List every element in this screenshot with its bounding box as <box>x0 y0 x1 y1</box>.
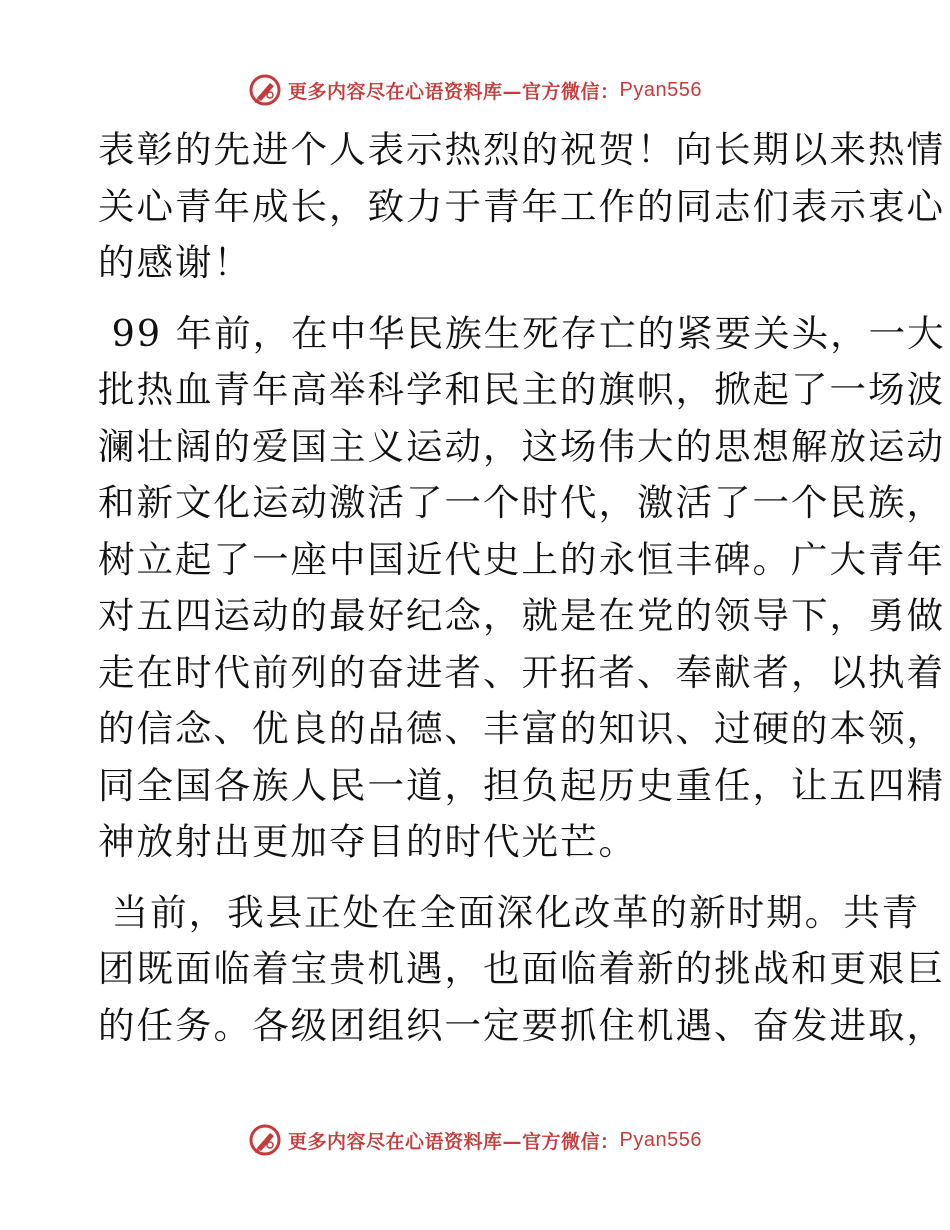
text-line: 和新文化运动激活了一个时代，激活了一个民族， <box>98 481 945 524</box>
header-banner <box>0 70 950 110</box>
text-line: 团既面临着宝贵机遇，也面临着新的挑战和更艰巨 <box>98 947 945 990</box>
text-line: 关心青年成长，致力于青年工作的同志们表示衷心 <box>98 184 945 228</box>
text-line: 走在时代前列的奋进者、开拓者、奉献者，以执着 <box>98 650 945 694</box>
wechat-id: Pyan556 <box>619 78 702 101</box>
text-line: 树立起了一座中国近代史上的永恒丰碑。广大青年 <box>98 537 945 581</box>
text-line: 表彰的先进个人表示热烈的祝贺！向长期以来热情 <box>98 128 945 171</box>
text-line: 的感谢！ <box>98 241 252 284</box>
text-line: 澜壮阔的爱国主义运动，这场伟大的思想解放运动 <box>98 424 945 468</box>
banner-text: 更多内容尽在心语资料库—官方微信： <box>288 80 620 103</box>
text-line: 批热血青年高举科学和民主的旗帜，掀起了一场波 <box>98 368 945 411</box>
text-line: 当前，我县正处在全面深化改革的新时期。共青 <box>98 890 921 934</box>
text-line: 同全国各族人民一道，担负起历史重任，让五四精 <box>98 763 945 807</box>
pen-logo-icon <box>248 73 282 107</box>
text-line: 99 年前，在中华民族生死存亡的紧要关头，一大 <box>98 311 946 355</box>
document-body <box>98 122 946 1054</box>
text-line: 对五四运动的最好纪念，就是在党的领导下，勇做 <box>98 594 945 637</box>
footer-banner <box>0 1120 950 1160</box>
text-line: 的信念、优良的品德、丰富的知识、过硬的本领， <box>98 707 945 750</box>
text-line: 的任务。各级团组织一定要抓住机遇、奋发进取， <box>98 1003 945 1047</box>
paragraph-2 <box>98 306 946 871</box>
banner-text: 更多内容尽在心语资料库—官方微信： <box>288 1130 620 1153</box>
paragraph-1 <box>98 122 945 292</box>
paragraph-3 <box>98 885 945 1055</box>
pen-logo-icon <box>248 1123 282 1157</box>
text-line: 神放射出更加夺目的时代光芒。 <box>98 820 637 863</box>
wechat-id: Pyan556 <box>619 1128 702 1151</box>
